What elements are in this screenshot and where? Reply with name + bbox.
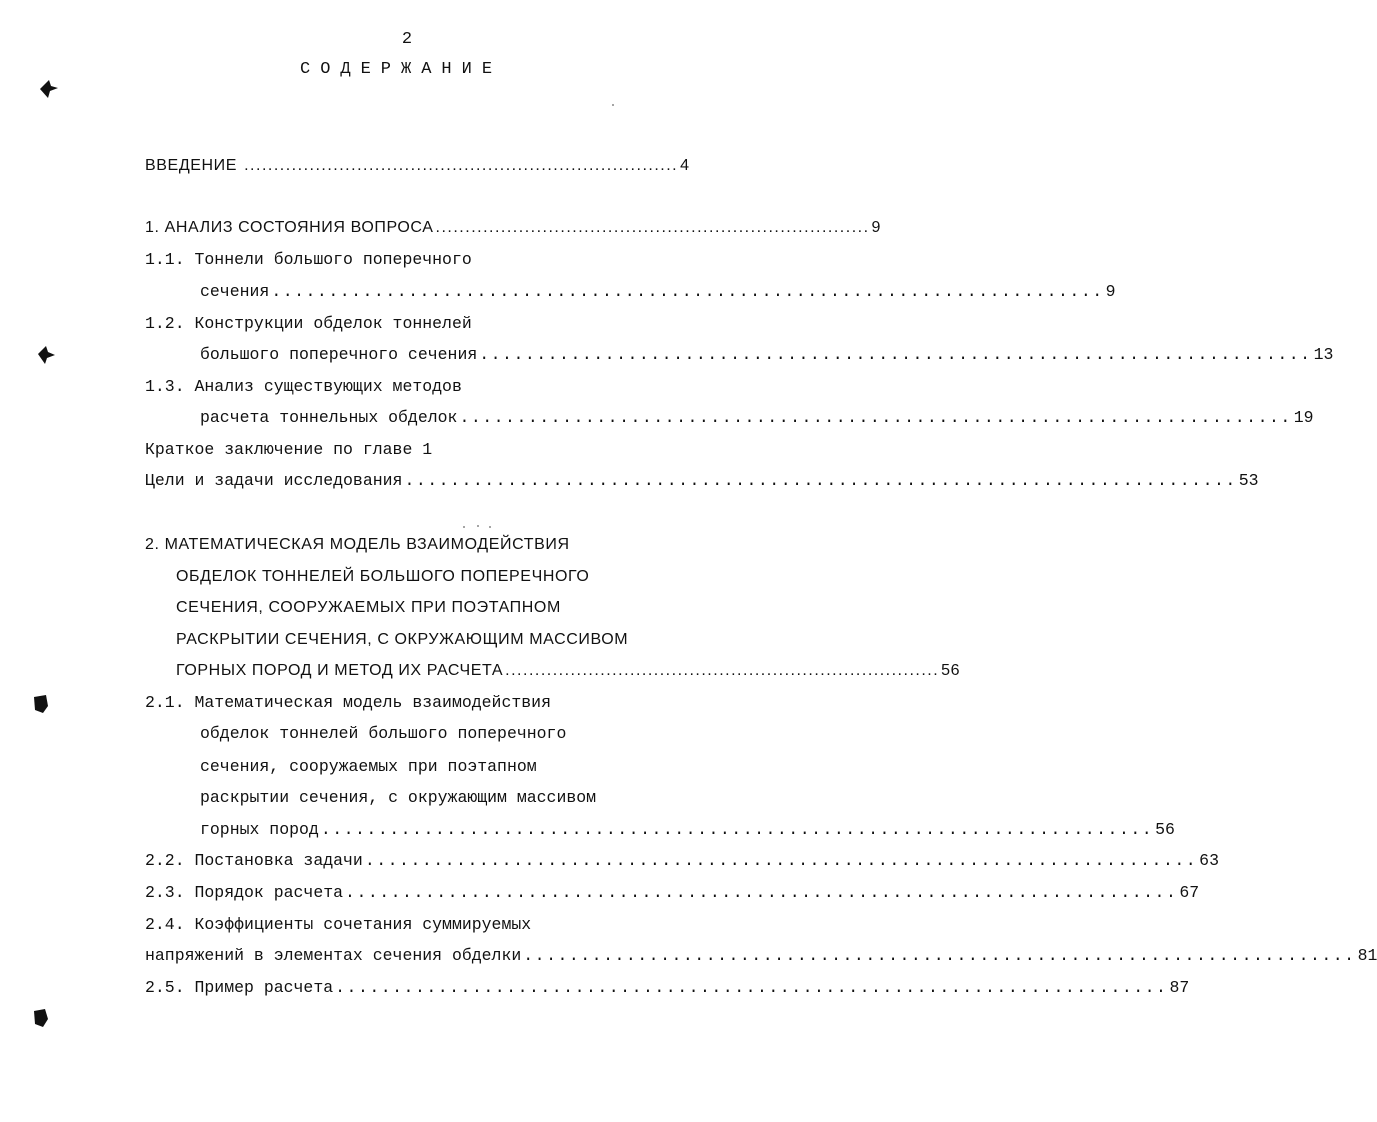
page-ref: 81 [1357, 946, 1377, 965]
toc-entry-chapter-1-summary[interactable]: Краткое заключение по главе 1 [145, 440, 433, 459]
toc-entry-2-3[interactable]: 2.3. Порядок расчета ......................................................................... 67 [145, 881, 684, 905]
toc-entry-1-2-line-1[interactable]: 1.2. Конструкции обделок тоннелей [145, 314, 472, 333]
scan-speck [463, 526, 465, 528]
scan-mark-top [38, 78, 60, 100]
toc-entry-2-2[interactable]: 2.2. Постановка задачи ......................................................................... 63 [145, 849, 684, 873]
toc-entry-chapter-2-line-4: РАСКРЫТИИ СЕЧЕНИЯ, С ОКРУЖАЮЩИМ МАССИВОМ [176, 631, 629, 648]
toc-entry-2-1-line-5[interactable]: горных пород ......................................................................... 56 [200, 818, 684, 842]
toc-entry-2-4-line-1[interactable]: 2.4. Коэффициенты сочетания суммируемых [145, 915, 532, 934]
toc-entry-2-5[interactable]: 2.5. Пример расчета ......................................................................... 87 [145, 976, 684, 1000]
page-ref: 56 [1155, 820, 1175, 839]
toc-entry-1-2-line-2[interactable]: большого поперечного сечения ......................................................................... 13 [200, 343, 660, 367]
page-ref: 9 [871, 219, 882, 236]
toc-entry-1-3-line-2[interactable]: расчета тоннельных обделок ......................................................................... 19 [200, 406, 660, 430]
scan-speck [489, 526, 491, 528]
toc-entry-chapter-2-line-2: ОБДЕЛОК ТОННЕЛЕЙ БОЛЬШОГО ПОПЕРЕЧНОГО [176, 568, 590, 585]
toc-entry-1-1-line-1[interactable]: 1.1. Тоннели большого поперечного [145, 250, 472, 269]
toc-entry-chapter-2-line-5[interactable]: ГОРНЫХ ПОРОД И МЕТОД ИХ РАСЧЕТА ......................................................................... 56 [176, 659, 684, 683]
page-number: 2 [401, 30, 413, 49]
toc-entry-introduction[interactable]: ВВЕДЕНИЕ ......................................................................... 4 [145, 154, 650, 178]
page-ref: 9 [1105, 282, 1116, 301]
toc-entry-2-1-line-4: раскрытии сечения, с окружающим массивом [200, 788, 597, 807]
toc-entry-chapter-2-line-1[interactable]: 2. МАТЕМАТИЧЕСКАЯ МОДЕЛЬ ВЗАИМОДЕЙСТВИЯ [145, 536, 570, 553]
toc-entry-goals[interactable]: Цели и задачи исследования ......................................................................... 53 [145, 469, 660, 493]
page-ref: 87 [1169, 978, 1190, 997]
page-ref: 4 [680, 157, 690, 174]
contents-heading: СОДЕРЖАНИЕ [300, 60, 503, 79]
scan-mark-bottom [33, 1008, 49, 1028]
scan-speck [477, 525, 479, 527]
page-ref: 19 [1293, 408, 1314, 427]
page-ref: 53 [1238, 471, 1259, 490]
page-ref: 67 [1179, 883, 1200, 902]
page-ref: 63 [1199, 851, 1219, 870]
toc-entry-2-1-line-3: сечения, сооружаемых при поэтапном [200, 757, 537, 776]
toc-entry-2-1-line-2: обделок тоннелей большого поперечного [200, 724, 567, 743]
toc-entry-2-1-line-1[interactable]: 2.1. Математическая модель взаимодействия [145, 693, 551, 712]
scan-mark-upper-middle [36, 344, 58, 366]
toc-entry-1-3-line-1[interactable]: 1.3. Анализ существующих методов [145, 377, 462, 396]
toc-entry-2-4-line-2[interactable]: напряжений в элементах сечения обделки ......................................................................... 81 [145, 944, 684, 968]
toc-entry-chapter-1[interactable]: 1. АНАЛИЗ СОСТОЯНИЯ ВОПРОСА ......................................................................... 9 [145, 216, 650, 240]
toc-entry-chapter-2-line-3: СЕЧЕНИЯ, СООРУЖАЕМЫХ ПРИ ПОЭТАПНОМ [176, 599, 561, 616]
toc-entry-1-1-line-2[interactable]: сечения ......................................................................... 9 [200, 280, 650, 304]
page-ref: 56 [941, 662, 961, 679]
scan-speck [612, 104, 614, 106]
scan-mark-lower-middle [33, 694, 49, 714]
page-ref: 13 [1313, 345, 1334, 364]
